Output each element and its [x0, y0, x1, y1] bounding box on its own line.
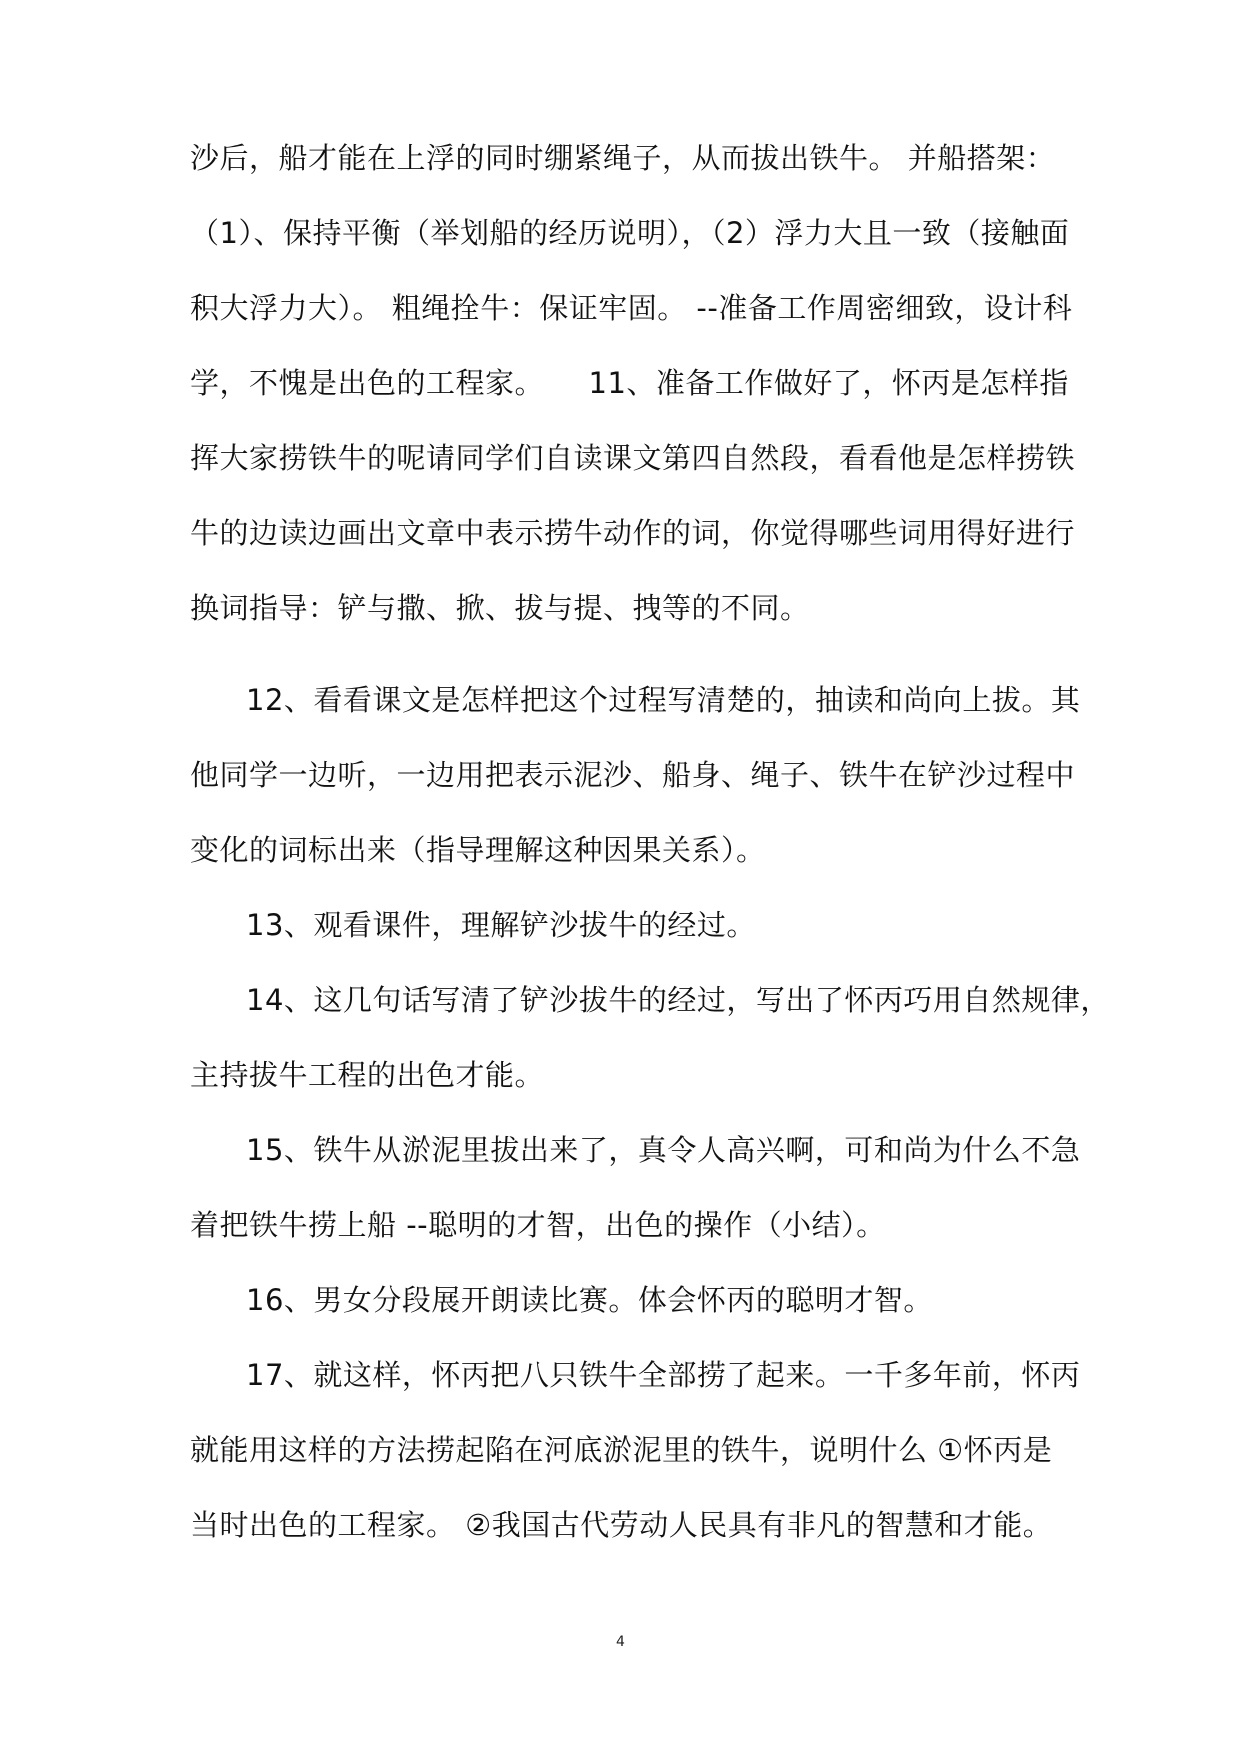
text-line: 就能用这样的方法捞起陷在河底淤泥里的铁牛，说明什么 ①怀丙是 [190, 1433, 1053, 1467]
paragraph-14-line: 14、这几句话写清了铲沙拔牛的经过，写出了怀丙巧用自然规律， [246, 983, 1110, 1017]
text-line: 沙后，船才能在上浮的同时绷紧绳子，从而拔出铁牛。 并船搭架： [190, 141, 1056, 175]
text-line: 着把铁牛捞上船 --聪明的才智，出色的操作（小结）。 [190, 1208, 886, 1242]
text-line: 他同学一边听，一边用把表示泥沙、船身、绳子、铁牛在铲沙过程中 [190, 758, 1076, 792]
text-line: 学，不愧是出色的工程家。 11、准备工作做好了，怀丙是怎样指 [190, 366, 1069, 400]
paragraph-17-line: 17、就这样，怀丙把八只铁牛全部捞了起来。一千多年前，怀丙 [246, 1358, 1081, 1392]
text-line: （1）、保持平衡（举划船的经历说明），（2）浮力大且一致（接触面 [190, 216, 1070, 250]
text-line: 挥大家捞铁牛的呢请同学们自读课文第四自然段，看看他是怎样捞铁 [190, 441, 1076, 475]
text-line: 当时出色的工程家。 ②我国古代劳动人民具有非凡的智慧和才能。 [190, 1508, 1053, 1542]
paragraph-16-line: 16、男女分段展开朗读比赛。体会怀丙的聪明才智。 [246, 1283, 933, 1317]
text-line: 换词指导：铲与撒、掀、拔与提、拽等的不同。 [190, 591, 810, 625]
paragraph-12-line: 12、看看课文是怎样把这个过程写清楚的，抽读和尚向上拔。其 [246, 683, 1081, 717]
paragraph-15-line: 15、铁牛从淤泥里拔出来了，真令人高兴啊，可和尚为什么不急 [246, 1133, 1081, 1167]
text-line: 变化的词标出来（指导理解这种因果关系）。 [190, 833, 766, 867]
text-line: 主持拔牛工程的出色才能。 [190, 1058, 545, 1092]
text-line: 积大浮力大）。 粗绳拴牛：保证牢固。 --准备工作周密细致，设计科 [190, 291, 1073, 325]
page-number: 4 [616, 1634, 625, 1650]
text-line: 牛的边读边画出文章中表示捞牛动作的词，你觉得哪些词用得好进行 [190, 516, 1076, 550]
paragraph-13-line: 13、观看课件，理解铲沙拔牛的经过。 [246, 908, 756, 942]
